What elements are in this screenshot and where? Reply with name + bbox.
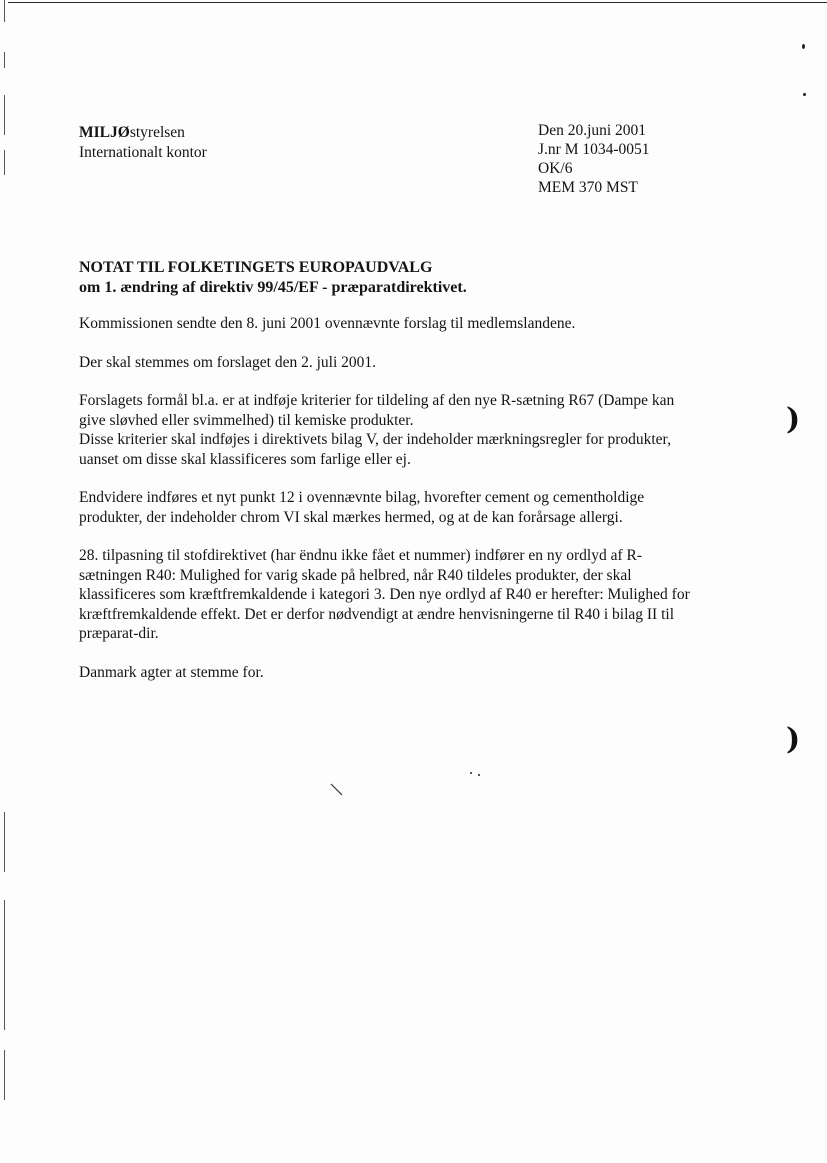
- sender-org-rest: styrelsen: [129, 124, 185, 141]
- document-subtitle: om 1. ændring af direktiv 99/45/EF - præparatdirektivet.: [79, 279, 467, 296]
- sender-org-bold: MILJØ: [79, 124, 130, 141]
- paragraph-line: kræftfremkaldende effekt. Det er derfor nødvendigt at ændre henvisningerne til R40 i bilag II til: [79, 605, 674, 623]
- sender-block: [79, 123, 207, 163]
- reference-journal-number: J.nr M 1034-0051: [538, 141, 650, 158]
- reference-memo: MEM 370 MST: [538, 179, 638, 196]
- scan-speck: [470, 772, 472, 774]
- paragraph-line: Forslagets formål bl.a. er at indføje kriterier for tildeling af den nye R-sætning R67 (Dampe kan: [79, 392, 675, 409]
- paragraph: [79, 663, 759, 683]
- paragraph: [79, 353, 759, 373]
- paragraph: [79, 488, 759, 527]
- scan-left-edge-mark: [4, 52, 5, 68]
- paragraph-line: Disse kriterier skal indføjes i direktivets bilag V, der indeholder mærkningsregler for produkter,: [79, 431, 671, 448]
- scan-left-edge-mark: [4, 0, 5, 22]
- reference-date: Den 20.juni 2001: [538, 122, 647, 139]
- paragraph: [79, 314, 759, 334]
- scan-left-edge-mark: [4, 900, 5, 1030]
- scan-left-edge-mark: [4, 150, 5, 175]
- paragraph: [79, 391, 759, 469]
- scan-left-edge-mark: [4, 812, 5, 872]
- paragraph-line: give sløvhed eller svimmelhed) til kemiske produkter.: [79, 411, 414, 429]
- scan-stroke-mark: [330, 783, 344, 797]
- paragraph-line: produkter, der indeholder chrom VI skal mærkes hermed, og at de kan forårsage allergi.: [79, 508, 623, 526]
- paragraph-line: Der skal stemmes om forslaget den 2. juli 2001.: [79, 353, 377, 371]
- scan-speck: [803, 93, 806, 96]
- scan-top-rule: [8, 2, 827, 3]
- sender-organization: [79, 123, 207, 143]
- reference-block: [538, 121, 650, 197]
- scan-left-edge-mark: [4, 1050, 5, 1100]
- document-heading: [79, 258, 467, 298]
- scan-speck: [478, 774, 480, 776]
- paragraph-line: præparat-dir.: [79, 625, 159, 642]
- reference-initials: OK/6: [538, 160, 573, 177]
- scan-speck: [802, 44, 805, 49]
- paragraph-line: Endvidere indføres et nyt punkt 12 i ovennævnte bilag, hvorefter cement og cementholdige: [79, 489, 645, 506]
- paragraph-line: sætningen R40: Mulighed for varig skade på helbred, når R40 tildeles produkter, der skal: [79, 566, 632, 584]
- document-title: NOTAT TIL FOLKETINGETS EUROPAUDVALG: [79, 259, 433, 276]
- paragraph-line: klassificeres som kræftfremkaldende i kategori 3. Den nye ordlyd af R40 er herefter: Mulighed for: [79, 586, 690, 603]
- scan-left-edge-mark: [4, 95, 5, 135]
- paragraph-line: 28. tilpasning til stofdirektivet (har ëndnu ikke fået et nummer) indfører en ny ordlyd af R-: [79, 547, 643, 564]
- paragraph-line: Danmark agter at stemme for.: [79, 663, 264, 681]
- sender-office: Internationalt kontor: [79, 144, 207, 161]
- paragraph: [79, 546, 759, 644]
- punch-hole-mark: ): [786, 722, 801, 757]
- punch-hole-mark: ): [786, 402, 801, 437]
- document-body: [79, 314, 759, 701]
- paragraph-line: Kommissionen sendte den 8. juni 2001 ovennævnte forslag til medlemslandene.: [79, 315, 576, 332]
- paragraph-line: uanset om disse skal klassificeres som farlige eller ej.: [79, 450, 411, 468]
